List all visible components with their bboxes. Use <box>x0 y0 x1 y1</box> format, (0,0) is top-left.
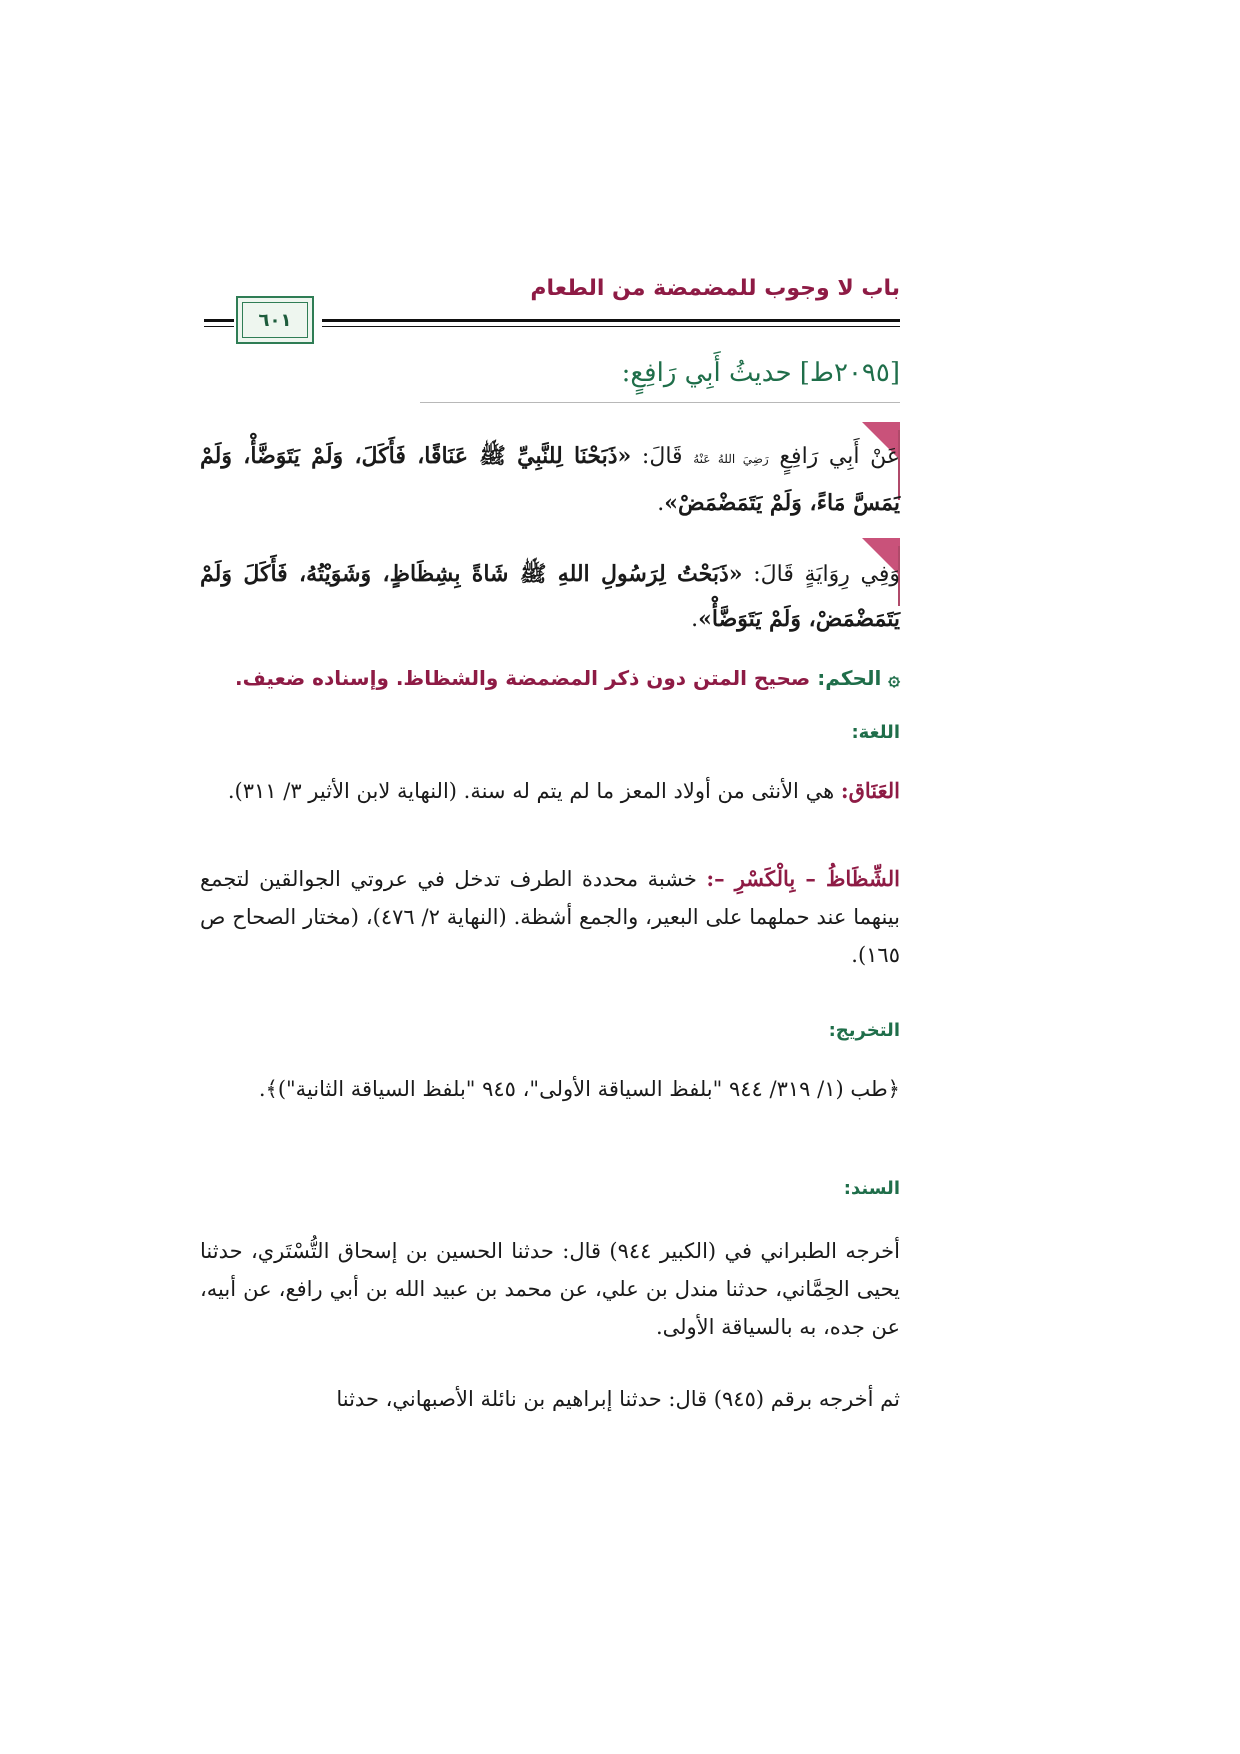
narration-1-intro: عَنْ أَبِي رَافِعٍ <box>779 444 901 469</box>
honorific-mark: رَضِيَ اللهُ عَنْهُ <box>693 452 769 466</box>
narration-1-text: «ذَبَحْنَا لِلنَّبِيِّ ﷺ عَنَاقًا، فَأَكَلَ، وَلَمْ يَتَوَضَّأْ، وَلَمْ يَمَسَّ مَاءً، وَلَمْ يَتَمَضْمَضْ» <box>200 443 900 516</box>
sanad-paragraph-2: ثم أخرجه برقم (٩٤٥) قال: حدثنا إبراهيم بن نائلة الأصبهاني، حدثنا <box>336 1387 900 1411</box>
header-rule-left <box>204 319 234 322</box>
term-shizaz: الشِّظَاظُ – بِالْكَسْرِ –: <box>706 866 900 891</box>
takhrij-heading: التخريج: <box>828 1020 900 1041</box>
definition-shizaz: خشبة محددة الطرف تدخل في عروتي الجوالقين لتجمع بينهما عند حملهما على البعير، والجمع أشظة. (النهاية ٢/ ٤٧٦)، (مختار الصحاح ص ١٦٥). <box>200 867 900 967</box>
term-anaq: العَنَاق: <box>840 778 900 803</box>
takhrij-text: ﴿طب (١/ ٣١٩/ ٩٤٤ "بلفظ السياقة الأولى"، ٩٤٥ "بلفظ السياقة الثانية")﴾. <box>258 1077 900 1101</box>
page-number: ٦٠١ <box>242 302 308 338</box>
header-rule-left-thin <box>204 326 234 327</box>
sanad-paragraph-1: أخرجه الطبراني في (الكبير ٩٤٤) قال: حدثنا الحسين بن إسحاق التُّسْتَري، حدثنا يحيى الحِمَّاني، حدثنا مندل بن علي، عن محمد بن عبيد الله بن أبي رافع، عن أبيه، عن جده، به بالسياقة الأولى. <box>200 1239 900 1339</box>
sanad-heading: السند: <box>843 1178 900 1199</box>
running-title: باب لا وجوب للمضمضة من الطعام <box>530 276 900 301</box>
ornament-icon: ۞ <box>888 666 900 690</box>
page-number-badge <box>236 296 314 344</box>
narration-2-intro: وَفِي رِوَايَةٍ <box>804 562 901 587</box>
ruling-text: صحيح المتن دون ذكر المضمضة والشظاظ. وإسناده ضعيف. <box>235 666 811 690</box>
header-rule-right-thin <box>322 326 900 327</box>
narration-1 <box>200 434 900 526</box>
language-heading: اللغة: <box>851 722 900 743</box>
hadith-heading <box>200 358 900 388</box>
hadith-title: حديثُ أَبِي رَافِعٍ: <box>621 358 792 388</box>
narration-2-end: . <box>691 607 699 632</box>
ruling <box>200 666 900 690</box>
narration-2-said: قَالَ: <box>753 562 794 587</box>
header-rule-right <box>322 319 900 322</box>
narration-2-text: «ذَبَحْتُ لِرَسُولِ اللهِ ﷺ شَاةً بِشِظَاظٍ، وَشَوَيْتُهُ، فَأَكَلَ وَلَمْ يَتَمَضْمَضْ، وَلَمْ يَتَوَضَّأْ» <box>200 561 900 632</box>
ruling-label: الحكم: <box>817 666 882 690</box>
narration-1-said: قَالَ: <box>641 444 683 469</box>
hadith-number: [٢٠٩٥ط] <box>799 358 900 388</box>
heading-underline <box>420 402 900 403</box>
definition-anaq: هي الأنثى من أولاد المعز ما لم يتم له سنة. (النهاية لابن الأثير ٣/ ٣١١). <box>227 779 835 803</box>
language-entry-anaq <box>200 772 900 810</box>
narration-2 <box>200 552 900 642</box>
narration-1-end: . <box>657 491 665 516</box>
language-entry-shizaz <box>200 860 900 974</box>
